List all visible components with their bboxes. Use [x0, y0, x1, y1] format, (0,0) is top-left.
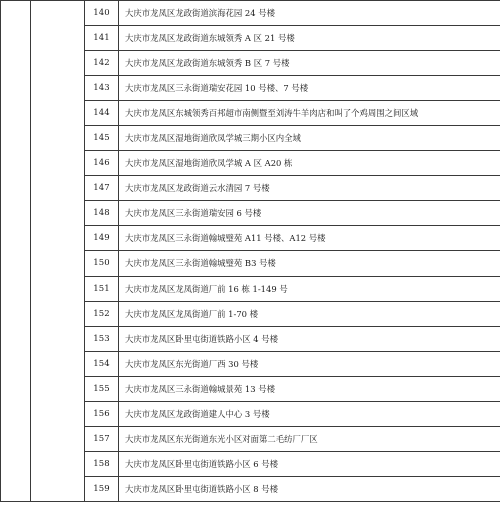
row-number-cell: 154 — [85, 351, 119, 376]
address-table-body — [1, 1, 500, 502]
address-cell: 大庆市龙凤区三永街道瑞安花园 10 号楼、7 号楼 — [119, 76, 500, 101]
row-number-cell: 145 — [85, 126, 119, 151]
row-number-cell: 147 — [85, 176, 119, 201]
row-number-cell: 159 — [85, 476, 119, 501]
address-cell: 大庆市龙凤区龙凤街道厂前 16 栋 1-149 号 — [119, 276, 500, 301]
row-number-cell: 158 — [85, 451, 119, 476]
address-cell: 大庆市龙凤区龙政街道东城领秀 B 区 7 号楼 — [119, 51, 500, 76]
row-number-cell: 156 — [85, 401, 119, 426]
address-cell: 大庆市龙凤区三永街道翰城景苑 13 号楼 — [119, 376, 500, 401]
address-cell: 大庆市龙凤区龙政街道云水清园 7 号楼 — [119, 176, 500, 201]
merged-category-cell — [1, 1, 31, 502]
address-cell: 大庆市龙凤区三永街道翰城璧苑 B3 号楼 — [119, 251, 500, 276]
row-number-cell: 152 — [85, 301, 119, 326]
address-cell: 大庆市龙凤区东光街道厂西 30 号楼 — [119, 351, 500, 376]
address-cell: 大庆市龙凤区龙政街道东城领秀 A 区 21 号楼 — [119, 26, 500, 51]
merged-subcategory-cell — [31, 1, 85, 502]
row-number-cell: 142 — [85, 51, 119, 76]
row-number-cell: 146 — [85, 151, 119, 176]
address-cell: 大庆市龙凤区卧里屯街道铁路小区 4 号楼 — [119, 326, 500, 351]
row-number-cell: 148 — [85, 201, 119, 226]
address-cell: 大庆市龙凤区三永街道瑞安园 6 号楼 — [119, 201, 500, 226]
row-number-cell: 143 — [85, 76, 119, 101]
row-number-cell: 157 — [85, 426, 119, 451]
row-number-cell: 149 — [85, 226, 119, 251]
address-cell: 大庆市龙凤区龙政街道建人中心 3 号楼 — [119, 401, 500, 426]
row-number-cell: 141 — [85, 26, 119, 51]
row-number-cell: 155 — [85, 376, 119, 401]
address-cell: 大庆市龙凤区卧里屯街道铁路小区 8 号楼 — [119, 476, 500, 501]
address-cell: 大庆市龙凤区湿地街道欣凤学城三期小区内全域 — [119, 126, 500, 151]
address-cell: 大庆市龙凤区龙凤街道厂前 1-70 楼 — [119, 301, 500, 326]
table-row — [1, 1, 500, 26]
row-number-cell: 153 — [85, 326, 119, 351]
row-number-cell: 140 — [85, 1, 119, 26]
address-cell: 大庆市龙凤区湿地街道欣凤学城 A 区 A20 栋 — [119, 151, 500, 176]
address-cell: 大庆市龙凤区东光街道东光小区对面第二毛纺厂厂区 — [119, 426, 500, 451]
row-number-cell: 144 — [85, 101, 119, 126]
address-cell: 大庆市龙凤区龙政街道滨海花园 24 号楼 — [119, 1, 500, 26]
address-cell: 大庆市龙凤区卧里屯街道铁路小区 6 号楼 — [119, 451, 500, 476]
row-number-cell: 151 — [85, 276, 119, 301]
row-number-cell: 150 — [85, 251, 119, 276]
address-cell: 大庆市龙凤区三永街道翰城璧苑 A11 号楼、A12 号楼 — [119, 226, 500, 251]
address-cell: 大庆市龙凤区东城领秀百邦超市南侧暨至刘涛牛羊肉店和叫了个鸡周围之间区域 — [119, 101, 500, 126]
